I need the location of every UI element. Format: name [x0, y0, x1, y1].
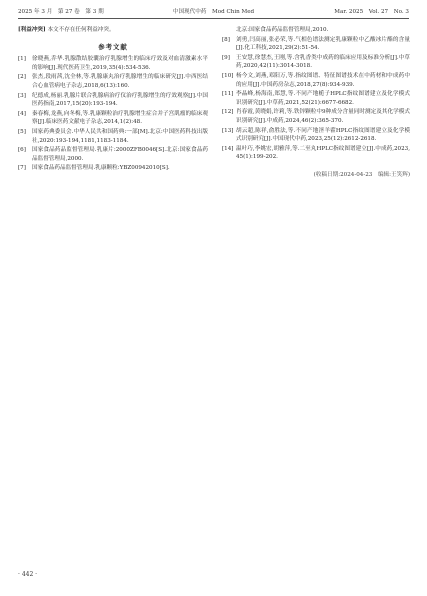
reference-number: [1]: [18, 56, 26, 63]
reference-number: [4]: [18, 110, 26, 117]
reference-text: 纪德成,杨丽.乳腺片联合乳腺病治疗仪治疗乳腺增生的疗效观察[J].中国医药指南,2017,15(20):193-194.: [32, 92, 208, 108]
reference-text: 王安慧,徐慧杰,王刚,等.含乳香类中成药的临床应用及标准分析[J].中草药,2020,42(11):3014-3018.: [236, 54, 410, 70]
reference-item: [18, 92, 208, 109]
reference-text: 国家食品药品监督管理局.乳康颗粒:YBZ00942010[S].: [32, 165, 170, 172]
reference-item: [18, 110, 208, 127]
reference-text: 肖春霞,黄晓娟,许莉,等.铁锌颗粒中9种成分含量同时测定及其化学模式识别研究[J].中成药,2024,46(2):365-370.: [236, 109, 410, 124]
reference-item: [222, 90, 410, 107]
reference-number: [7]: [18, 165, 26, 172]
reference-item: [18, 146, 208, 163]
reference-number: [2]: [18, 74, 26, 81]
reference-number: [6]: [18, 147, 26, 154]
reference-text: 温叶巧,李姚宏,胡雅萍,等.二至丸HPLC指纹图谱建立[J].中成药,2023,45(1):199-202.: [236, 145, 410, 161]
reference-text: 胡云超,陈祥,俞胜法,等.不同产地淫羊藿HPLC指纹图谱建立及化学模式识别研究[J].中国现代中药,2023,25(12):2612-2618.: [236, 127, 410, 143]
references-heading: 参考文献: [98, 42, 128, 51]
conflict-text: 本文不存在任何利益冲突。: [47, 27, 115, 33]
reference-number: [10]: [222, 72, 234, 79]
reference-item: [18, 128, 208, 145]
reference-number: [5]: [18, 128, 26, 135]
conflict-tag: [利益冲突]: [18, 27, 46, 33]
reference-number: [14]: [222, 145, 234, 152]
reference-number: [13]: [222, 127, 234, 134]
header-journal-name: 中国现代中药 Mod Chin Med: [172, 9, 255, 15]
reference-item: [222, 36, 410, 53]
reference-item: [18, 55, 208, 72]
reference-number: [9]: [222, 54, 230, 61]
reference-text: 张杰,段雨茜,沈全林,等.乳腺康丸治疗乳腺增生的临床研究[J].中西医结合心血管病电子杂志,2018,6(13):160.: [32, 74, 208, 89]
reference-text: 徐晓燕,乔华.乳腺散结胶囊治疗乳腺增生的临床疗效及对血清激素水平的影响[J].现代医药卫生,2019,35(4):534-536.: [32, 56, 208, 71]
right-column: [222, 26, 410, 180]
reference-number: [3]: [18, 92, 26, 99]
reference-continuation: 北京:国家食品药品监督管理局,2010.: [236, 27, 329, 33]
reference-item: [222, 54, 410, 71]
conflict-of-interest: [18, 26, 208, 35]
reference-text: 杨今文,刘燕,邓阳万,等.指纹图谱、特征图谱技术在中药材和中成药中的应用[J].中国药房杂志,2018,27(8):934-939.: [236, 72, 410, 88]
reference-number: [12]: [222, 109, 234, 116]
reference-text: 秦春梅,龙燕,向冬梅,等.乳康颗粒治疗乳腺增生症合并子宫肌瘤的临床观察[J].临床医药文献电子杂志,2014,1(2):48.: [32, 110, 208, 126]
reference-number: [8]: [222, 36, 230, 43]
reference-number: [11]: [222, 91, 234, 98]
reference-item: [222, 127, 410, 144]
reference-text: 李晶峰,杨海南,郑慧,等.不同产地栀子HPLC指纹图谱建立及化学模式识别研究[J].中草药,2021,52(21):6677-6682.: [236, 91, 410, 106]
received-date-note: (收稿日期:2024-04-23 编辑:王笑辉): [313, 171, 410, 178]
reference-item: [222, 72, 410, 89]
reference-item: [18, 164, 208, 173]
reference-item: [222, 145, 410, 162]
header-issue-info-en: Mar. 2025 Vol. 27 No. 3: [334, 9, 409, 15]
reference-text: 刘勇,闫高丽,张必荣,等.气相色谱法测定乳康颗粒中乙酸冰片酯的含量[J].化工科技,2021,29(2):51-54.: [236, 36, 410, 52]
running-header: [18, 6, 409, 19]
reference-item: [222, 108, 410, 125]
reference-item: [18, 73, 208, 90]
header-issue-info: 2025 年 3 月 第 27 卷 第 3 期: [18, 9, 104, 15]
left-column: [18, 26, 208, 174]
reference-text: 国家食品药品监督管理局.乳康片:2000ZFB0046[S].北京:国家食品药品监督管理局,2000.: [32, 147, 208, 162]
page-number: · 442 ·: [18, 571, 38, 578]
reference-text: 国家药典委员会.中华人民共和国药典:一部[M].北京:中国医药科技出版社,2020:193-194,1181,1183-1184.: [32, 128, 208, 144]
